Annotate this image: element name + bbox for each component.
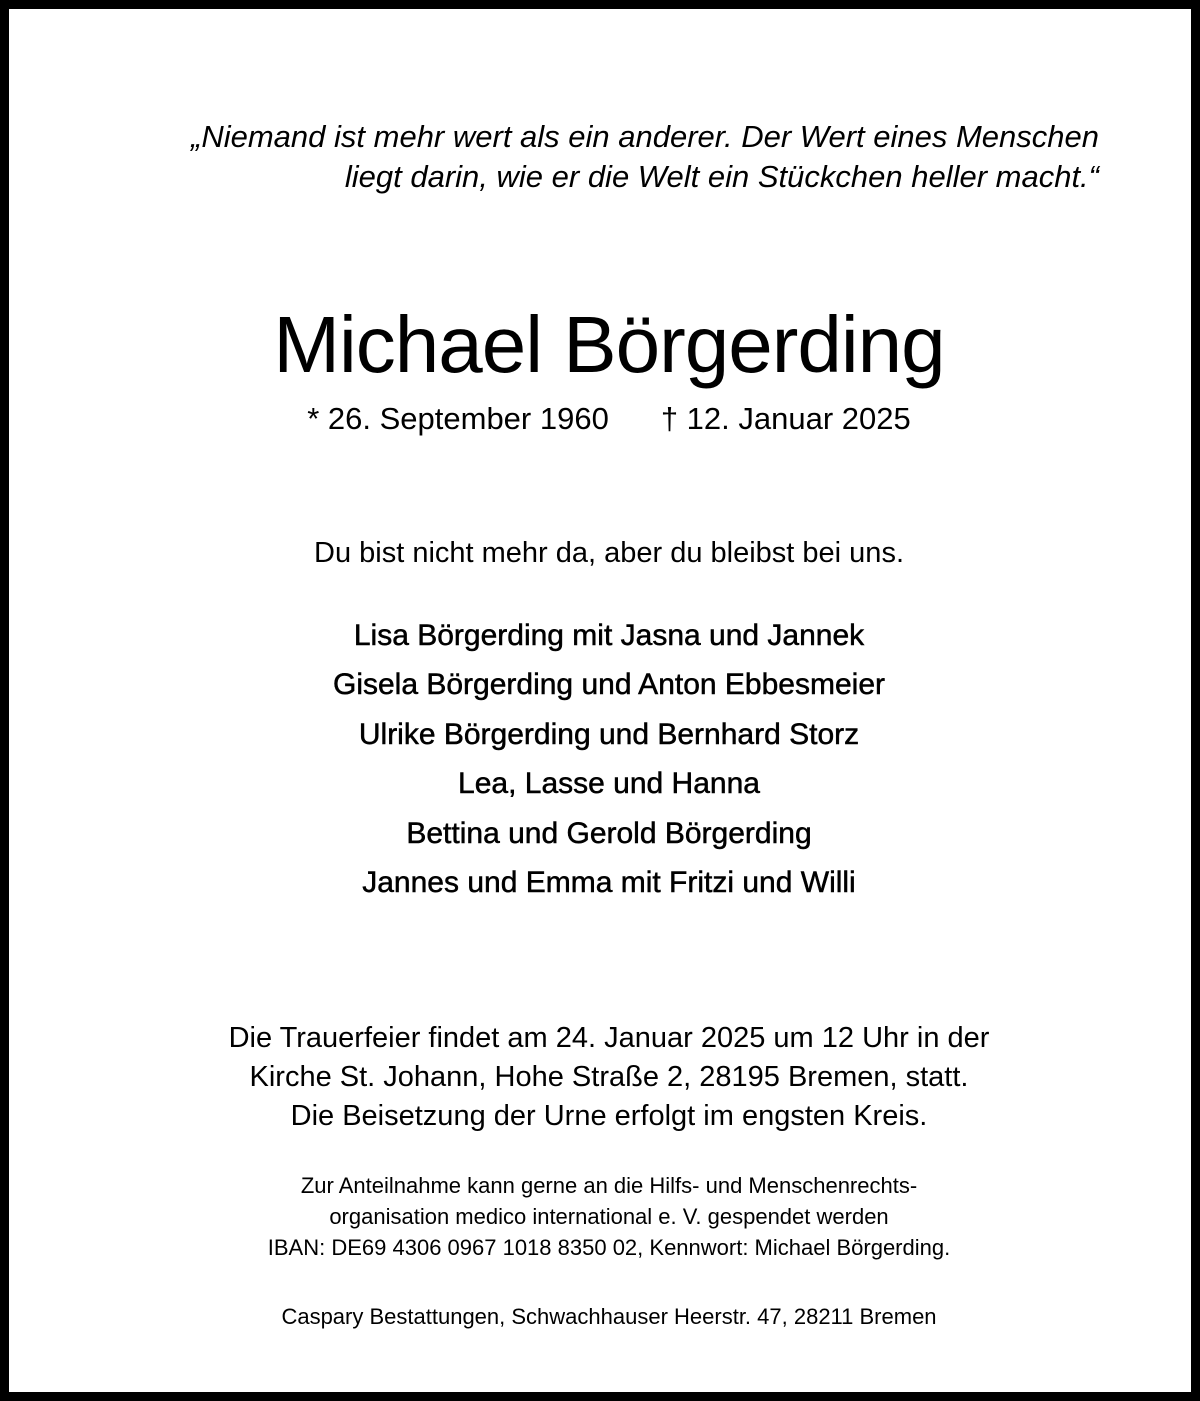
mourner-line: Bettina und Gerold Börgerding: [406, 816, 812, 850]
donation-line-2: organisation medico international e. V. gespendet werden: [329, 1204, 889, 1229]
undertaker-info: Caspary Bestattungen, Schwachhauser Heerstr. 47, 28211 Bremen: [281, 1304, 937, 1329]
life-dates: [9, 399, 1200, 439]
service-line-2: Kirche St. Johann, Hohe Straße 2, 28195 Bremen, statt.: [249, 1061, 969, 1093]
funeral-service-info: [9, 1019, 1200, 1136]
donation-line-3: IBAN: DE69 4306 0967 1018 8350 02, Kennwort: Michael Börgerding.: [267, 1235, 951, 1260]
mourners-list: [9, 611, 1200, 907]
death-date: † 12. Januar 2025: [660, 401, 911, 436]
mourner-line: Gisela Börgerding und Anton Ebbesmeier: [332, 668, 885, 702]
mourner-line: Ulrike Börgerding und Bernhard Storz: [358, 717, 860, 751]
quote-line-2: liegt darin, wie er die Welt ein Stückchen heller macht.“: [344, 159, 1099, 194]
birth-date: * 26. September 1960: [307, 401, 609, 436]
quote: [109, 117, 1099, 197]
deceased-name: Michael Börgerding: [273, 300, 945, 389]
donation-line-1: Zur Anteilnahme kann gerne an die Hilfs- und Menschenrechts-: [300, 1173, 918, 1198]
mourner-line: Jannes und Emma mit Fritzi und Willi: [362, 866, 856, 900]
motto: Du bist nicht mehr da, aber du bleibst bei uns.: [314, 537, 904, 569]
mourner-line: Lisa Börgerding mit Jasna und Jannek: [353, 619, 865, 652]
service-line-3: Die Beisetzung der Urne erfolgt im engsten Kreis.: [290, 1100, 928, 1132]
donation-info: [9, 1170, 1200, 1263]
service-line-1: Die Trauerfeier findet am 24. Januar 2025 um 12 Uhr in der: [228, 1022, 990, 1054]
mourner-line: Lea, Lasse und Hanna: [458, 767, 760, 801]
quote-line-1: „Niemand ist mehr wert als ein anderer. Der Wert eines Menschen: [191, 119, 1099, 154]
